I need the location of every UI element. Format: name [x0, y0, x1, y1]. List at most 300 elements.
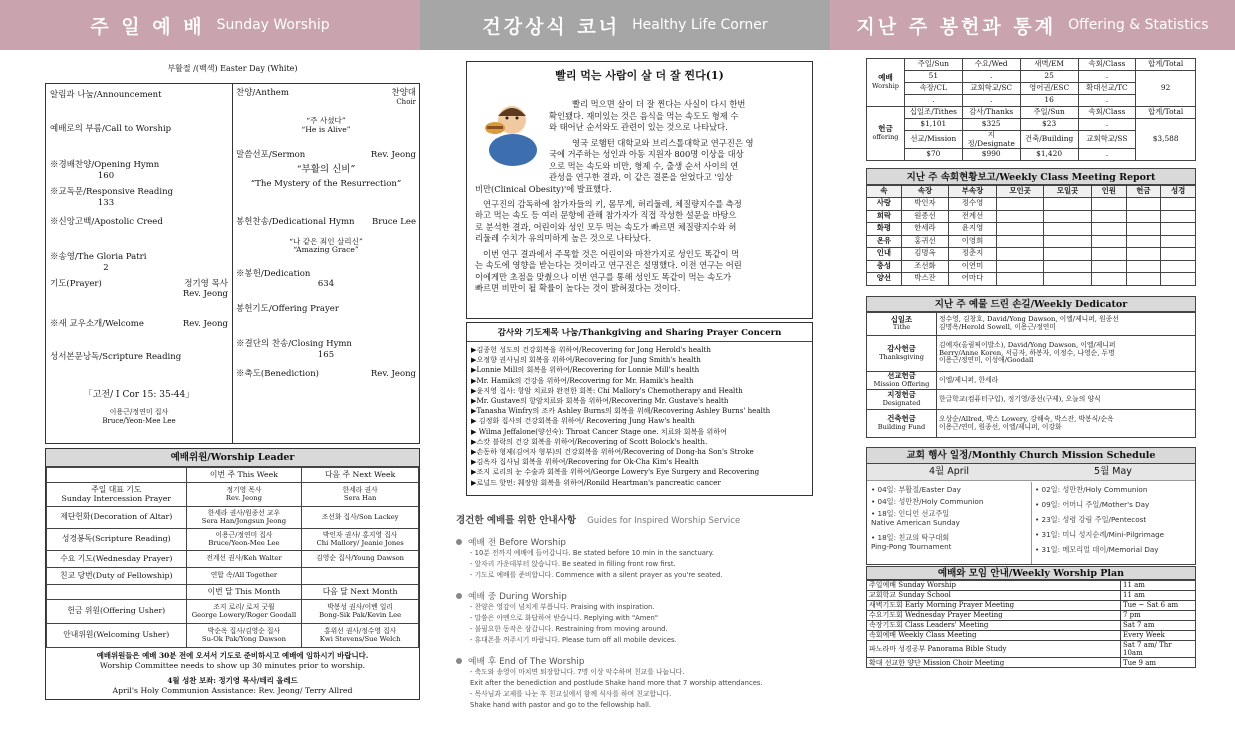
class-cell-empty — [1161, 198, 1196, 211]
plan-meeting: 새벽기도회 Early Morning Prayer Meeting — [867, 601, 1121, 611]
plan-time: 11 am — [1121, 591, 1196, 601]
leader-next-kr: 조선화 집사/Son Lackey — [321, 512, 399, 521]
stats-value: 51 — [904, 71, 962, 83]
plan-meeting: 수요기도회 Wednesday Prayer Meeting — [867, 611, 1121, 621]
stats-value: $1,420 — [1020, 149, 1078, 161]
dedicator-row — [867, 336, 1196, 372]
class-cell: 이연미 — [949, 260, 997, 273]
header-middle-en: Healthy Life Corner — [632, 17, 768, 33]
leader-this-en: Sera Han/Jongsun Jeong — [201, 516, 287, 525]
plan-row — [867, 611, 1196, 621]
leader-next-kr: 박인자 권사/ 홍지영 집사 — [322, 530, 398, 539]
sermon-who: Rev. Jeong — [370, 150, 416, 160]
guide-line: - 목사님과 교제를 나눈 후 친교실에서 함께 식사를 하며 친교합니다. — [470, 690, 672, 698]
stats-head: 속회/Class — [1078, 107, 1136, 119]
leader-this-kr: 연합 속/All Together — [210, 571, 278, 580]
leader-next — [302, 551, 419, 568]
stats-row — [867, 59, 1196, 71]
leader-role-kr: 수요 기도(Wednesday Prayer) — [60, 553, 173, 563]
health-paragraph-line: 빠르면 비만이 될 확률이 높다는 것이 밝혀졌다는 것이다. — [475, 283, 681, 293]
class-col-header: 부속장 — [949, 186, 997, 198]
health-paragraph-line: 연구진의 감독하에 참가자들의 키, 몸무게, 허리둘레, 체질량지수를 측정 — [483, 198, 742, 209]
class-cell-empty — [996, 210, 1044, 223]
prayer-item: ▶ Wilma Jeffalone(양선숙): Throat Cancer Stage one. 치료와 회복을 위하여 — [471, 426, 727, 436]
class-cell: 박스잔 — [901, 273, 949, 286]
health-paragraph-line: 리둘레 수치가 유의미하게 높은 것으로 나타났다. — [475, 233, 652, 243]
header-right-kr: 지난 주 봉헌과 통계 — [856, 15, 1057, 38]
leader-this — [186, 568, 302, 585]
class-row — [867, 248, 1196, 261]
class-col-header: 속 — [867, 186, 902, 198]
plan-meeting: 속회예배 Weekly Class Meeting — [867, 631, 1121, 641]
plan-row — [867, 601, 1196, 611]
dedication-number: 634 — [317, 279, 335, 289]
health-paragraph-line: 하고 먹는 속도 등 여러 문항에 관해 참가자가 직접 작성한 설문을 바탕으 — [475, 210, 737, 220]
class-row — [867, 260, 1196, 273]
closing-hymn-number: 165 — [317, 350, 335, 360]
sermon-label: 말씀선포/Sermon — [236, 150, 306, 160]
guides-title-kr: 경건한 예배를 위한 안내사항 — [456, 515, 577, 526]
offering-label — [867, 107, 905, 161]
plan-row — [867, 631, 1196, 641]
class-row — [867, 210, 1196, 223]
stats-value: $23 — [1020, 119, 1078, 131]
class-cell-empty — [1044, 198, 1092, 211]
leader-this-kr: 조지 로리/ 로저 굿윌 — [213, 602, 275, 611]
class-col-header: 헌금 — [1126, 186, 1161, 198]
april-event: Native American Sunday — [871, 518, 960, 527]
april-event: • 04일: 성만찬/Holy Communion — [871, 497, 984, 506]
order-item-label: ※교독문/Responsive Reading — [50, 187, 174, 197]
dedicator-type-kr: 지정헌금 — [887, 390, 916, 400]
leader-row — [47, 551, 419, 568]
guide-line: - 말씀은 아멘으로 화답하여 받습니다. Replying with "Amen" — [470, 614, 658, 622]
class-report-title: 지난 주 속회현황보고/Weekly Class Meeting Report — [866, 168, 1196, 185]
order-item-number: 2 — [103, 263, 109, 273]
april-event: • 18일: 친교의 탁구대회 — [871, 533, 950, 542]
stats-value: . — [962, 95, 1020, 107]
prayer-item: ▶Mr. Hamik의 건강을 위하여/Recovering for Mr. Hamik's health — [471, 375, 694, 385]
worship-label-kr: 예배 — [878, 73, 893, 83]
dedication-hymn-title-en: “Amazing Grace” — [293, 245, 359, 254]
scripture-ref: 「고전/ I Cor 15: 35-44」 — [83, 390, 195, 400]
leader-next — [302, 529, 419, 551]
dedicator-names — [937, 313, 1196, 336]
leader-next-en: Kwi Stevens/Sue Welch — [319, 634, 401, 643]
leader-this-en: Bruce/Yeon-Mee Lee — [208, 538, 280, 547]
class-row — [867, 198, 1196, 211]
sermon-title-en: “The Mystery of the Resurrection” — [250, 179, 402, 189]
dedicator-row — [867, 313, 1196, 336]
class-cell-empty — [1126, 198, 1161, 211]
plan-time: Every Week — [1121, 631, 1196, 641]
leader-next — [302, 507, 419, 529]
stats-value: 16 — [1020, 95, 1078, 107]
leader-row — [47, 507, 419, 529]
class-report — [866, 168, 1196, 286]
class-cell-empty — [1044, 260, 1092, 273]
guide-line: Exit after the benediction and postlude Shake hand more that 7 worship attendances. — [470, 679, 763, 687]
guide-line: - 10분 전까지 예배에 들어갑니다. Be stated before 10 min in the sanctuary. — [470, 549, 714, 557]
class-cell-empty — [1044, 223, 1092, 236]
guide-line: - 축도와 송영이 마치면 퇴장합니다. 7명 이상 악수하며 친교를 나눕니다. — [470, 668, 685, 676]
worship-leader — [45, 448, 420, 700]
april-event: • 04일: 부활절/Easter Day — [871, 485, 961, 494]
april-event: • 18일: 인디언 선교주일 — [871, 509, 950, 518]
dedicator-type-en: Building Fund — [877, 422, 926, 431]
mission-title: 교회 행사 일정/Monthly Church Mission Schedule — [867, 448, 1195, 464]
plan-table — [866, 580, 1196, 668]
stats-head: 교회학교/SC — [962, 83, 1020, 95]
stats-value: . — [1078, 119, 1136, 131]
dedicator-type-en: Thanksgiving — [879, 352, 924, 361]
bullet-icon — [456, 593, 462, 599]
class-col-header: 속장 — [901, 186, 949, 198]
prayer-item: ▶조지 로리의 눈 수술과 회복을 위하여/George Lowery's Eye Surgery and Recovering — [471, 467, 760, 477]
leader-role-kr: 주일 대표 기도 — [91, 484, 142, 494]
class-cell-empty — [1091, 260, 1126, 273]
class-report-table — [866, 185, 1196, 286]
dedicator-type — [867, 313, 937, 336]
class-cell-empty — [1126, 248, 1161, 261]
leader-this-kr: 한세라 권사/원종선 교우 — [207, 508, 281, 517]
dedicator-row — [867, 410, 1196, 438]
anthem-title-en: “He is Alive” — [301, 125, 351, 134]
scripture-reader-kr: 이용근/정연미 집사 — [109, 408, 169, 416]
sermon-title-kr: “부활의 신비” — [296, 164, 356, 175]
benediction-label: ※축도(Benediction) — [236, 369, 319, 379]
guide-line: - 휴대폰을 꺼주시기 바랍니다. Please turn off all mobile devices. — [470, 636, 677, 644]
stats-row — [867, 119, 1196, 131]
plan-meeting: 주일예배 Sunday Worship — [867, 581, 1121, 591]
anthem-who: 찬양대 — [391, 88, 416, 98]
plan-time: Tue 9 am — [1121, 658, 1196, 668]
health-paragraph-line: 이번 연구 결과에서 주목할 것은 어린이와 마찬가지로 성인도 똑같이 먹 — [483, 248, 740, 259]
guide-line: Shake hand with pastor and go to the fellowship hall. — [470, 701, 652, 709]
leader-role — [47, 483, 187, 507]
plan-meeting: 확대 선교한 양단 Mission Choir Meeting — [867, 658, 1121, 668]
leader-this — [186, 507, 302, 529]
order-item-leader: Rev. Jeong — [182, 319, 228, 329]
plan-row — [867, 658, 1196, 668]
order-item-label: ※새 교우소개/Welcome — [50, 319, 144, 329]
april-header: 4월 April — [929, 466, 969, 477]
leader-next-kr: 김영순 집사/Young Dawson — [316, 554, 405, 563]
class-cell-empty — [1161, 235, 1196, 248]
dedicator-names — [937, 372, 1196, 390]
stats-value: . — [1078, 149, 1136, 161]
prayer-concerns — [466, 322, 813, 496]
worship-label — [867, 59, 905, 107]
bullet-icon — [456, 539, 462, 545]
leader-role — [47, 529, 187, 551]
stats-head: 지정/Designate — [962, 131, 1020, 149]
health-paragraph-line: 와 태어난 순서와도 관련이 있는 것으로 나타났다. — [549, 122, 728, 132]
leader-row — [47, 568, 419, 585]
order-item-label: 기도(Prayer) — [50, 279, 102, 289]
dedicator-names-line: 김예자(올림픽이발소), David/Yong Dawson, 이엘/제니퍼 — [939, 340, 1116, 349]
leader-col-header: 다음 달 Next Month — [302, 585, 419, 600]
stats-head: 속장/CL — [904, 83, 962, 95]
prayer-item: ▶Tanasha Winfry의 조카 Ashley Burns의 회복을 위해/Recovering Ashley Burns' health — [471, 406, 771, 416]
order-of-worship — [45, 83, 420, 444]
order-item-number: 133 — [97, 198, 115, 208]
dedicator-names-line: 한글학교(컴퓨터구입), 정기영/종선(구제), 오늘의 양식 — [939, 394, 1101, 403]
dedicator-type-kr: 감사헌금 — [887, 344, 916, 354]
leader-role — [47, 551, 187, 568]
health-paragraph-line: 국에 거주하는 성인과 아동 지원자 800명 이상을 대상 — [549, 149, 744, 159]
health-title: 빨리 먹는 사람이 살 더 잘 찐다(1) — [555, 69, 724, 82]
class-cell: 조선화 — [901, 260, 949, 273]
stats-value: . — [962, 71, 1020, 83]
leader-role-kr: 제단헌화(Decoration of Altar) — [60, 512, 173, 522]
worship-total: 92 — [1136, 71, 1196, 107]
stats-head: 속회/Class — [1078, 59, 1136, 71]
stats-row — [867, 71, 1196, 83]
leader-this-en: Rev. Jeong — [225, 493, 262, 502]
bullet-icon — [456, 658, 462, 664]
worship-guides — [456, 508, 826, 711]
plan-title: 예배와 모임 안내/Weekly Worship Plan — [866, 566, 1196, 580]
header-left — [0, 0, 420, 50]
leader-col-header: 다음 주 Next Week — [302, 468, 419, 483]
prayer-item: ▶Lonnie Mill의 회복을 위하여/Recovering for Lonnie Mill's health — [471, 365, 700, 375]
class-cell: 희락 — [867, 210, 902, 223]
stats-value: 25 — [1020, 71, 1078, 83]
header-left-kr: 주 일 예 배 — [90, 15, 205, 38]
prayer-item: ▶김옥자 집사님 회복을 위하여/Recovering for Ok-Cha Kim's Health — [471, 457, 699, 467]
dedication-hymn-who: Bruce Lee — [372, 217, 416, 227]
class-cell-empty — [1044, 273, 1092, 286]
health-paragraph-line: 으로 먹는 속도와 비만, 형제 수, 출생 순서 사이의 연 — [549, 160, 739, 171]
class-row — [867, 273, 1196, 286]
class-row — [867, 235, 1196, 248]
stats-head: 새벽/EM — [1020, 59, 1078, 71]
class-cell-empty — [1161, 273, 1196, 286]
stats-value: . — [1078, 71, 1136, 83]
guides-title-en: Guides for Inspired Worship Service — [587, 516, 741, 526]
order-item-leader: 정기영 목사 — [184, 279, 228, 289]
leader-this-kr: 정기영 목사 — [226, 485, 262, 494]
stats-head: 건축/Building — [1020, 131, 1078, 149]
guide-section-title — [456, 535, 826, 548]
class-col-header: 모일곳 — [1044, 186, 1092, 198]
stats-head: 선교/Mission — [904, 131, 962, 149]
class-cell: 윤지영 — [949, 223, 997, 236]
leader-notice-en: Worship Committee needs to show up 30 minutes prior to worship. — [99, 661, 366, 670]
class-cell: 김명옥 — [901, 248, 949, 261]
guide-section-title — [456, 589, 826, 602]
stats-head: 영어권/ESC — [1020, 83, 1078, 95]
dedicator-type-en: Mission Offering — [873, 379, 930, 388]
leader-role-en: Sunday Intercession Prayer — [61, 493, 172, 503]
may-header: 5월 May — [1094, 466, 1132, 477]
dedicator-title: 지난 주 예물 드린 손길/Weekly Dedicator — [866, 296, 1196, 312]
health-paragraph-line: 는 속도에 영향을 받는다는 것이라고 연구진은 설명했다. 이전 연구는 어린 — [475, 260, 742, 270]
dedicator-names-line: 김명옥/Herold Sowell, 이용근/정연미 — [939, 323, 1056, 331]
dedicator-names-line: 이용근/연미, 원종선, 이엘/제니퍼, 이강화 — [939, 422, 1062, 431]
dedication-label: ※봉헌/Dedication — [236, 269, 311, 279]
order-item-label: 알림과 나눔/Announcement — [50, 90, 162, 100]
leader-this — [186, 551, 302, 568]
order-item-label: 예배로의 부름/Call to Worship — [50, 124, 172, 134]
order-item-label: ※송영/The Gloria Patri — [50, 252, 147, 262]
stats-head: 주일/Sun — [904, 59, 962, 71]
leader-next — [302, 568, 419, 585]
health-paragraph-line: 로 분석한 결과, 어린이와 성인 모두 먹는 속도가 빠르면 체질량지수와 허 — [475, 221, 737, 232]
leader-this — [186, 483, 302, 507]
stats-table — [866, 58, 1196, 161]
class-cell-empty — [996, 248, 1044, 261]
leader-this-en: George Lowery/Roger Goodall — [191, 610, 297, 619]
guide-section-label: 예배 전 Before Worship — [468, 538, 567, 548]
communion-assist-kr: 4월 성찬 보좌: 정기영 목사/테리 올레드 — [167, 676, 298, 685]
health-paragraph-line: 빨리 먹으면 살이 더 잘 찐다는 사실이 다시 한번 — [572, 99, 746, 109]
dedicator-type-en: Tithe — [892, 323, 911, 332]
leader-row — [47, 483, 419, 507]
prayer-item: ▶손동하 형제(김여자 형부)의 건강회복을 위하여/Recovering of Dong-ha Son's Stroke — [471, 447, 754, 457]
prayer-title: 감사와 기도제목 나눔/Thankgiving and Sharing Prayer Concern — [497, 328, 782, 338]
dedicator-names-line: 정수영, 김창호, David/Yong Dawson, 이엘/제니퍼, 원종선 — [939, 315, 1119, 324]
may-event: • 09일: 어머니 주일/Mother's Day — [1035, 500, 1150, 509]
worship-leader-title: 예배위원/Worship Leader — [46, 449, 419, 467]
scripture-reader-en: Bruce/Yeon-Mee Lee — [102, 417, 176, 425]
leader-col-header: 이번 달 This Month — [186, 585, 302, 600]
class-cell: 인내 — [867, 248, 902, 261]
health-paragraph-line: 관성을 연구한 결과, 이 같은 결론을 얻었다고 '임상 — [549, 172, 733, 182]
class-cell: 어마다 — [949, 273, 997, 286]
weekly-dedicator — [866, 296, 1196, 438]
dedicator-names-line: 이용근/정연미, 이성애/Goodall — [939, 356, 1034, 365]
health-article — [466, 61, 813, 319]
class-cell: 정춘지 — [949, 248, 997, 261]
class-cell-empty — [1044, 210, 1092, 223]
leader-this-kr: 전계선 권사/Keh Walter — [206, 554, 282, 563]
offering-statistics — [866, 58, 1196, 161]
plan-meeting: 속장기도회 Class Leaders' Meeting — [867, 621, 1121, 631]
stats-value: . — [1078, 95, 1136, 107]
class-cell-empty — [1091, 210, 1126, 223]
leader-row — [47, 529, 419, 551]
order-item-label: ※경배찬양/Opening Hymn — [50, 160, 160, 170]
guide-section-label: 예배 후 End of The Worship — [468, 657, 585, 667]
guide-line: - 앞자리 가운데부터 앉습니다. Be seated in filling front row first. — [470, 560, 676, 568]
plan-time: 7 pm — [1121, 611, 1196, 621]
offering-label-kr: 헌금 — [878, 124, 893, 134]
offering-total: $3,588 — [1136, 119, 1196, 161]
class-cell-empty — [996, 235, 1044, 248]
april-event: Ping-Pong Tournament — [871, 542, 952, 551]
guide-section-label: 예배 중 During Worship — [468, 592, 567, 602]
class-col-header: 성경 — [1161, 186, 1196, 198]
class-col-header: 모인곳 — [996, 186, 1044, 198]
header-left-en: Sunday Worship — [216, 17, 330, 33]
leader-this — [186, 529, 302, 551]
prayer-item: ▶김종헌 성도의 건강회복을 위하여/Recovering for Jong Herold's health — [471, 345, 711, 354]
may-event: • 31일: 메모리얼 데이/Memorial Day — [1035, 545, 1159, 554]
leader-next — [302, 624, 419, 648]
leader-col-header: 이번 주 This Week — [186, 468, 302, 483]
leader-role-kr: 헌금 위원(Offering Usher) — [67, 606, 166, 616]
leader-role — [47, 600, 187, 624]
class-cell-empty — [1126, 210, 1161, 223]
health-paragraph-line: 확인됐다. 재미있는 것은 음식을 먹는 속도도 형제 수 — [549, 110, 739, 121]
class-cell-empty — [1091, 198, 1126, 211]
leader-next-kr: 홍위선 권사/정수영 집사 — [324, 626, 397, 635]
eating-man-icon — [479, 98, 541, 166]
guide-line: - 기도로 예배를 준비합니다. Commence with a silent prayer as you're seated. — [470, 571, 723, 579]
order-item-label: 성서본문낭독/Scripture Reading — [50, 352, 182, 362]
stats-head: 수요/Wed — [962, 59, 1020, 71]
health-paragraph-line: 영국 로햄턴 대학교와 브리스톨대학교 연구진은 영 — [572, 137, 754, 148]
class-head-row — [867, 186, 1196, 198]
class-cell-empty — [1091, 248, 1126, 261]
worship-label-en: Worship — [871, 82, 899, 91]
leader-table — [46, 467, 419, 648]
dedicator-names — [937, 336, 1196, 372]
class-cell: 온유 — [867, 235, 902, 248]
leader-this-en: Su-Ok Pak/Yong Dawson — [201, 634, 286, 643]
worship-plan — [866, 566, 1196, 668]
leader-next — [302, 600, 419, 624]
plan-meeting: 교회학교 Sunday School — [867, 591, 1121, 601]
stats-head: 주일/Sun — [1020, 107, 1078, 119]
header-right-en: Offering & Statistics — [1068, 17, 1209, 33]
stats-head: 교회학교/SS — [1078, 131, 1136, 149]
leader-role-kr: 성경봉독(Scripture Reading) — [61, 534, 171, 544]
leader-role-kr: 친교 당번(Duty of Fellowship) — [60, 570, 173, 580]
dedicator-type-en: Designated — [882, 398, 921, 407]
plan-time: Tue ~ Sat 6 am — [1121, 601, 1196, 611]
dedicator-table — [866, 312, 1196, 438]
leader-role-kr: 안내위원(Welcoming Usher) — [63, 630, 170, 640]
class-cell-empty — [1091, 273, 1126, 286]
communion-assist-en: April's Holy Communion Assistance: Rev. Jeong/ Terry Allred — [112, 686, 353, 695]
class-cell-empty — [1161, 223, 1196, 236]
prayer-list — [471, 345, 811, 488]
class-cell-empty — [1161, 260, 1196, 273]
leader-this — [186, 624, 302, 648]
header-middle-kr: 건강상식 코너 — [482, 15, 621, 38]
may-event: • 31일: 미니 성지순례/Mini-Pilgrimage — [1035, 530, 1165, 539]
dedicator-type — [867, 372, 937, 390]
class-cell-empty — [996, 198, 1044, 211]
benediction-who: Rev. Jeong — [370, 369, 416, 379]
dedication-hymn-label: 봉헌찬송/Dedicational Hymn — [236, 217, 355, 227]
class-cell: 전계선 — [949, 210, 997, 223]
stats-head: 십일조/Tithes — [904, 107, 962, 119]
dedicator-names — [937, 390, 1196, 410]
guide-line: - 찬양은 영감이 넘치게 부릅니다. Praising with inspiration. — [470, 603, 655, 611]
health-paragraph-line: 비만(Clinical Obesity)'에 발표했다. — [475, 183, 612, 194]
prayer-item: ▶스캇 블락의 건강 회복을 위하여/Recovering of Scott Bolock's health. — [471, 436, 708, 446]
anthem-label: 찬양/Anthem — [236, 88, 289, 98]
leader-header-empty — [47, 468, 187, 483]
leader-notice-kr: 예배위원들은 예배 30분 전에 오셔서 기도로 준비하시고 예배에 임하시기 바랍니다. — [96, 651, 369, 660]
class-cell-empty — [1091, 235, 1126, 248]
class-cell-empty — [1091, 223, 1126, 236]
order-item-label: ※신앙고백/Apostolic Creed — [50, 217, 163, 227]
leader-this-kr: 이용근/정연미 집사 — [215, 530, 273, 539]
leader-role — [47, 568, 187, 585]
leader-role — [47, 624, 187, 648]
plan-row — [867, 581, 1196, 591]
stats-value: $325 — [962, 119, 1020, 131]
class-cell-empty — [1161, 210, 1196, 223]
leader-row — [47, 624, 419, 648]
dedicator-type — [867, 410, 937, 438]
prayer-item: ▶ 김정화 집사의 건강회복을 위하여/ Recovering Jung Haw's health — [471, 416, 695, 426]
